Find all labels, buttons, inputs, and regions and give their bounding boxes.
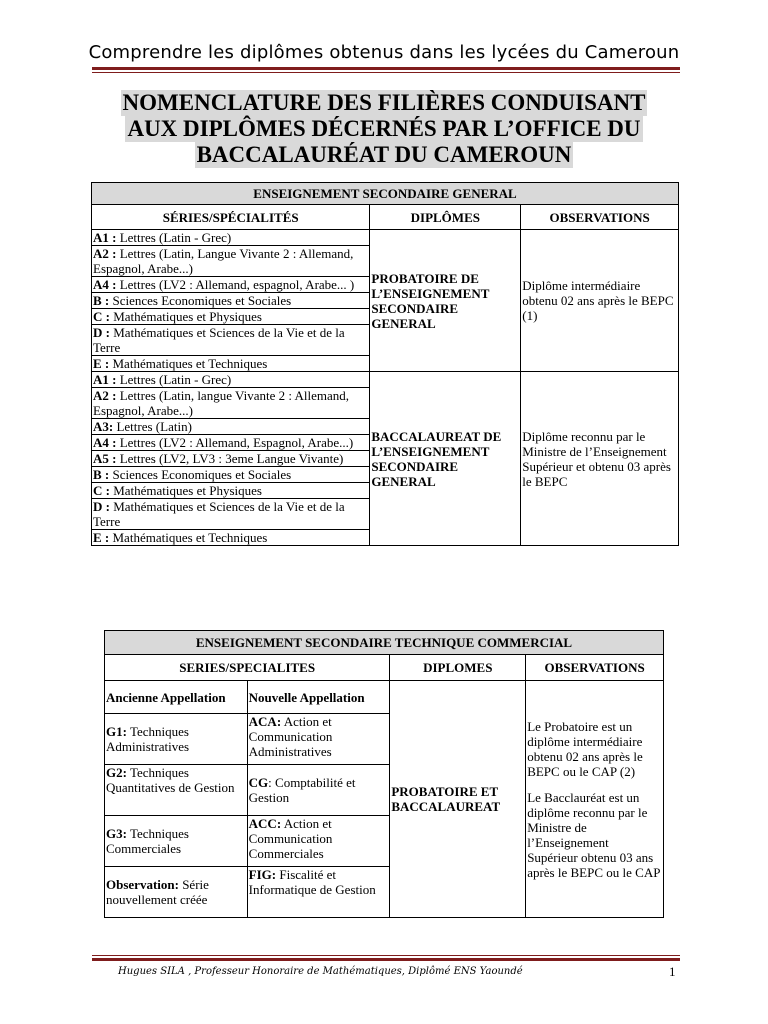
header-rule-thin — [92, 72, 680, 73]
series-cell: C : Mathématiques et Physiques — [92, 483, 370, 499]
series-cell: A1 : Lettres (Latin - Grec) — [92, 372, 370, 388]
technique-section-title: ENSEIGNEMENT SECONDAIRE TECHNIQUE COMMERCIAL — [105, 631, 664, 655]
document-title — [0, 90, 768, 168]
new-series-cell: CG: Comptabilité et Gestion — [247, 765, 390, 816]
technique-observation — [526, 681, 664, 918]
bac-general-observation: Diplôme reconnu par le Ministre de l’Enseignement Supérieur et obtenu 03 après le BEPC — [521, 372, 679, 546]
technical-education-table — [104, 630, 664, 918]
series-cell: B : Sciences Economiques et Sociales — [92, 467, 370, 483]
general-col-observations: OBSERVATIONS — [521, 205, 679, 230]
old-series-cell: G3: Techniques Commerciales — [105, 816, 248, 867]
observation-baccalaureat: Le Bacclauréat est un diplôme reconnu par le Ministre de l’Enseignement Supérieur obtenu 03 ans après le BEPC ou le CAP — [527, 789, 661, 880]
new-series-cell: ACC: Action et Communication Commerciales — [247, 816, 390, 867]
footer-author: Hugues SILA , Professeur Honoraire de Mathématiques, Diplômé ENS Yaoundé — [118, 966, 523, 977]
old-series-cell: G2: Techniques Quantitatives de Gestion — [105, 765, 248, 816]
new-series-cell: ACA: Action et Communication Administratives — [247, 714, 390, 765]
title-line-3: BACCALAURÉAT DU CAMEROUN — [196, 142, 572, 167]
series-cell: D : Mathématiques et Sciences de la Vie et de la Terre — [92, 325, 370, 356]
technique-col-observations: OBSERVATIONS — [526, 655, 664, 681]
footer-rule-thick — [92, 958, 680, 961]
page-header: Comprendre les diplômes obtenus dans les lycées du Cameroun — [88, 42, 680, 63]
technique-col-diplomas: DIPLOMES — [390, 655, 526, 681]
series-cell: A1 : Lettres (Latin - Grec) — [92, 230, 370, 246]
title-line-1: NOMENCLATURE DES FILIÈRES CONDUISANT — [122, 90, 646, 115]
header-rule-thick — [92, 67, 680, 70]
series-cell: A2 : Lettres (Latin, langue Vivante 2 : Allemand, Espagnol, Arabe...) — [92, 388, 370, 419]
new-series-cell: FIG: Fiscalité et Informatique de Gestion — [247, 867, 390, 918]
general-col-diplomas: DIPLÔMES — [370, 205, 521, 230]
series-cell: E : Mathématiques et Techniques — [92, 356, 370, 372]
technique-col-series: SERIES/SPECIALITES — [105, 655, 390, 681]
series-cell: A4 : Lettres (LV2 : Allemand, espagnol, Arabe... ) — [92, 277, 370, 293]
bac-general-diploma: BACCALAUREAT DE L’ENSEIGNEMENT SECONDAIRE GENERAL — [370, 372, 521, 546]
series-cell: B : Sciences Economiques et Sociales — [92, 293, 370, 309]
series-cell: A4 : Lettres (LV2 : Allemand, Espagnol, Arabe...) — [92, 435, 370, 451]
new-appellation-header: Nouvelle Appellation — [247, 681, 390, 714]
title-line-2: AUX DIPLÔMES DÉCERNÉS PAR L’OFFICE DU — [127, 116, 641, 141]
observation-probatoire: Le Probatoire est un diplôme intermédiaire obtenu 02 ans après le BEPC ou le CAP (2) — [527, 718, 643, 779]
series-cell: E : Mathématiques et Techniques — [92, 530, 370, 546]
series-cell: C : Mathématiques et Physiques — [92, 309, 370, 325]
general-section-title: ENSEIGNEMENT SECONDAIRE GENERAL — [92, 183, 679, 205]
series-cell: A3: Lettres (Latin) — [92, 419, 370, 435]
general-education-table — [91, 182, 679, 546]
old-series-cell: G1: Techniques Administratives — [105, 714, 248, 765]
page-number: 1 — [669, 964, 676, 979]
series-cell: A2 : Lettres (Latin, Langue Vivante 2 : Allemand, Espagnol, Arabe...) — [92, 246, 370, 277]
footer-rule-thin — [92, 955, 680, 956]
old-appellation-header: Ancienne Appellation — [105, 681, 248, 714]
probatoire-general-observation: Diplôme intermédiaire obtenu 02 ans après le BEPC (1) — [521, 230, 679, 372]
general-col-series: SÉRIES/SPÉCIALITÉS — [92, 205, 370, 230]
old-series-cell: Observation: Série nouvellement créée — [105, 867, 248, 918]
technique-diploma: PROBATOIRE ET BACCALAUREAT — [390, 681, 526, 918]
series-cell: D : Mathématiques et Sciences de la Vie et de la Terre — [92, 499, 370, 530]
series-cell: A5 : Lettres (LV2, LV3 : 3eme Langue Vivante) — [92, 451, 370, 467]
probatoire-general-diploma: PROBATOIRE DE L’ENSEIGNEMENT SECONDAIRE GENERAL — [370, 230, 521, 372]
